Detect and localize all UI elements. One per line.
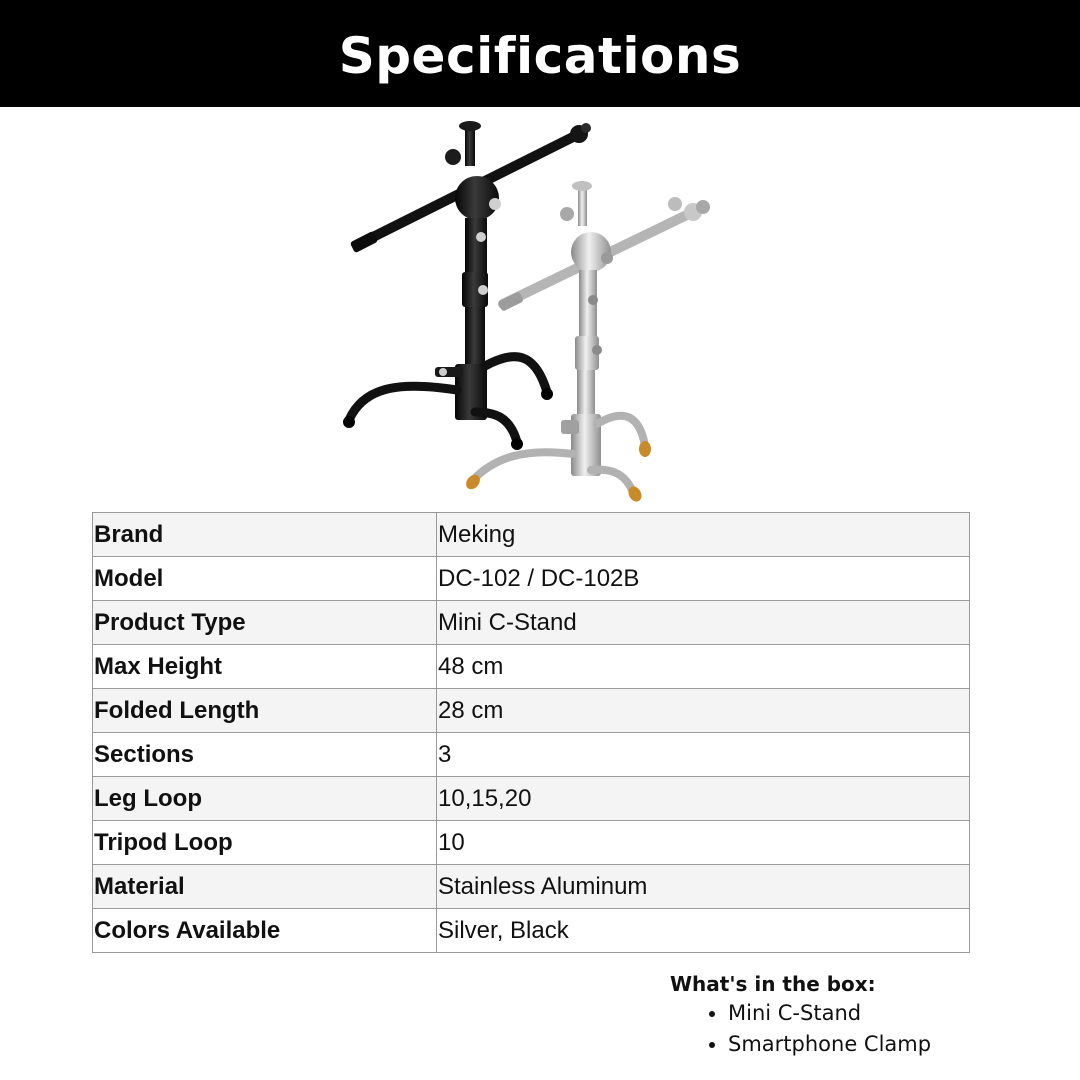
spec-value: 3 (437, 733, 970, 777)
table-row (93, 821, 970, 865)
table-row (93, 689, 970, 733)
spec-label: Colors Available (93, 909, 437, 953)
spec-label: Sections (93, 733, 437, 777)
spec-value: Mini C-Stand (437, 601, 970, 645)
specs-table (92, 512, 970, 953)
table-row (93, 645, 970, 689)
table-row (93, 777, 970, 821)
spec-label: Model (93, 557, 437, 601)
page-title: Specifications (338, 27, 742, 85)
spec-label: Brand (93, 513, 437, 557)
box-contents-title: What's in the box: (670, 972, 876, 996)
spec-value: 10,15,20 (437, 777, 970, 821)
spec-label: Material (93, 865, 437, 909)
spec-value: Silver, Black (437, 909, 970, 953)
table-row (93, 909, 970, 953)
box-contents (670, 970, 1070, 1060)
black-stand (343, 121, 591, 450)
spec-value: 48 cm (437, 645, 970, 689)
table-row (93, 733, 970, 777)
spec-label: Leg Loop (93, 777, 437, 821)
table-row (93, 557, 970, 601)
spec-label: Max Height (93, 645, 437, 689)
list-item: • Smartphone Clamp (728, 1029, 1070, 1060)
table-row (93, 513, 970, 557)
spec-value: Stainless Aluminum (437, 865, 970, 909)
spec-label: Tripod Loop (93, 821, 437, 865)
spec-value: DC-102 / DC-102B (437, 557, 970, 601)
table-row (93, 865, 970, 909)
spec-label: Folded Length (93, 689, 437, 733)
header-bar (0, 0, 1080, 107)
spec-label: Product Type (93, 601, 437, 645)
list-item: • Mini C-Stand (728, 998, 1070, 1029)
spec-value: 10 (437, 821, 970, 865)
table-row (93, 601, 970, 645)
silver-stand (463, 181, 710, 504)
product-image (335, 112, 725, 507)
box-contents-list (670, 998, 1070, 1060)
spec-value: 28 cm (437, 689, 970, 733)
spec-value: Meking (437, 513, 970, 557)
